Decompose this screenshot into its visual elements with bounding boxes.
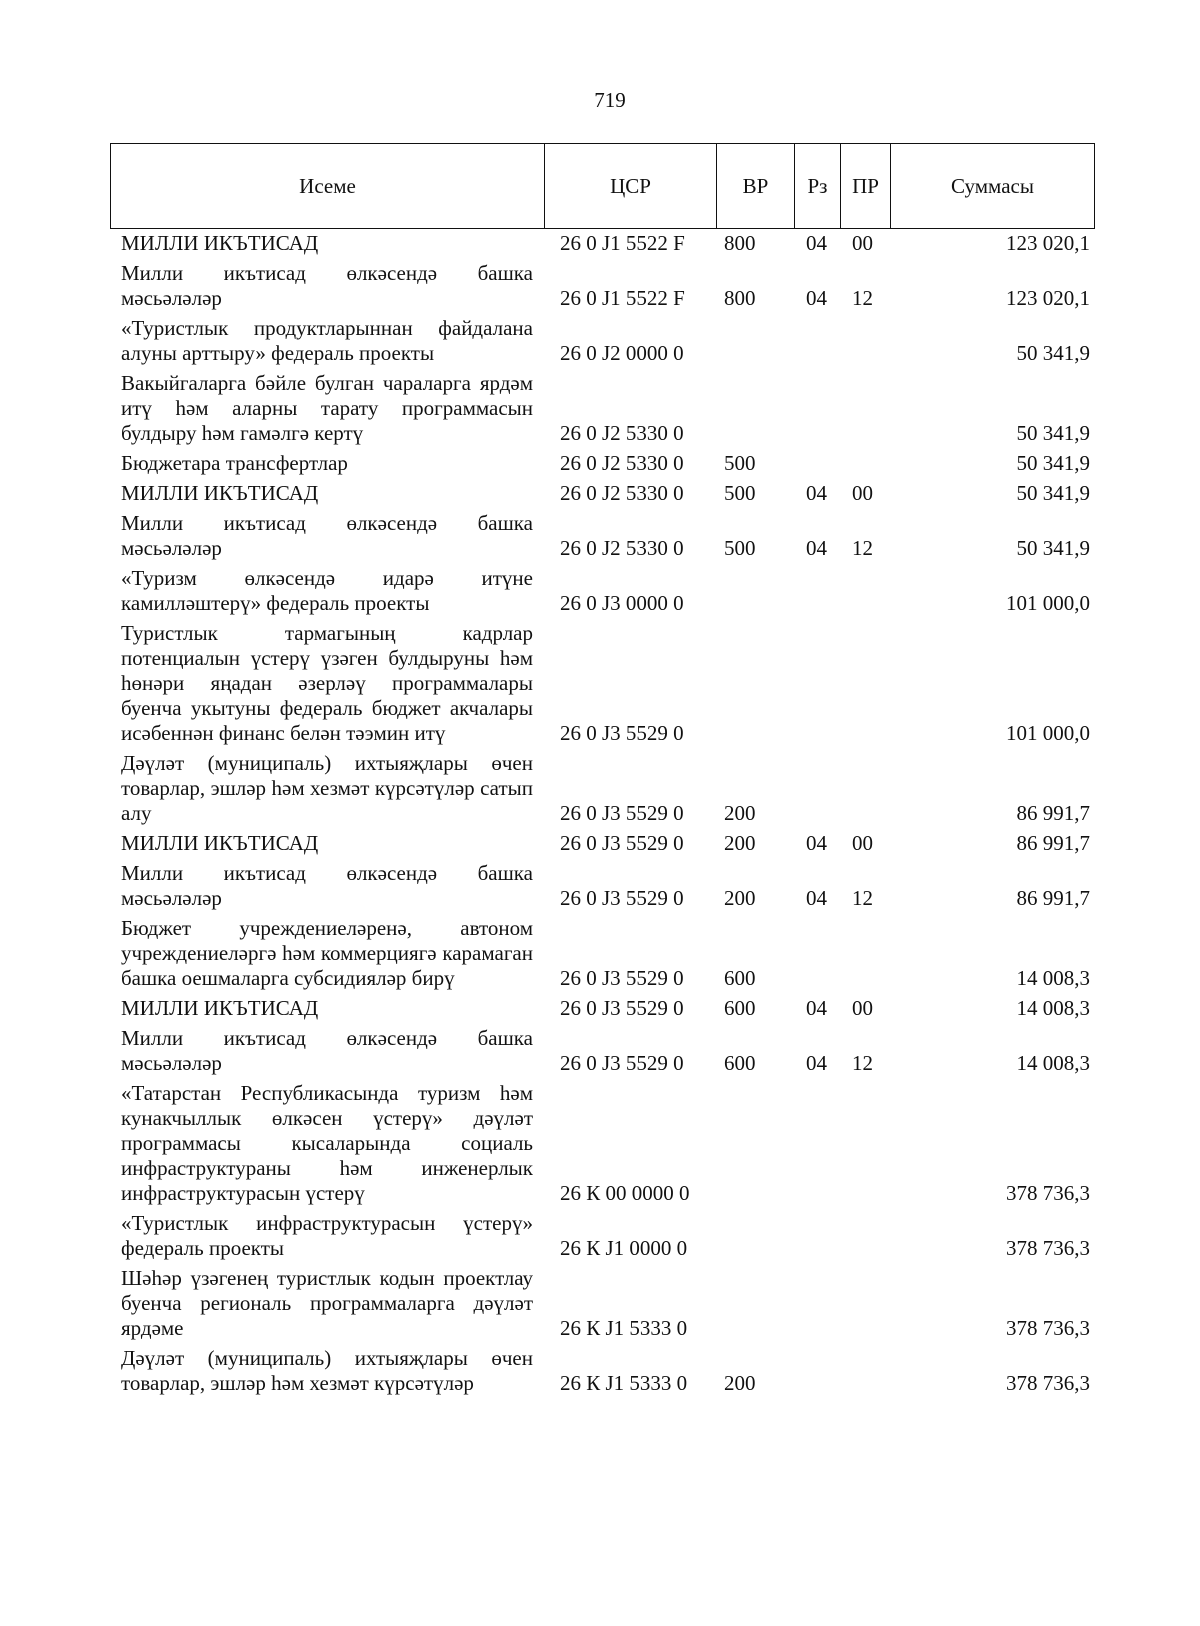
cell-rz [794, 369, 840, 449]
cell-pr [840, 619, 890, 749]
cell-name: Милли икътисад өлкәсендә башка мәсьәләләр [121, 511, 533, 560]
cell-pr [840, 1344, 890, 1399]
cell-csr: 26 0 J1 5522 F [560, 231, 685, 255]
cell-sum: 50 341,9 [1016, 451, 1090, 475]
cell-name: МИЛЛИ ИКЪТИСАД [121, 831, 319, 855]
cell-pr: 00 [852, 831, 873, 855]
cell-vr: 500 [724, 536, 756, 560]
header-name: Исеме [111, 144, 545, 229]
cell-csr: 26 0 J3 5529 0 [560, 966, 684, 990]
cell-rz [794, 1344, 840, 1399]
cell-name: Дәүләт (муниципаль) ихтыяҗлары өчен товарлар, эшләр һәм хезмәт күрсәтүләр [121, 1346, 533, 1395]
cell-rz [794, 749, 840, 829]
cell-sum: 378 736,3 [1006, 1236, 1090, 1260]
table-row [110, 449, 1094, 479]
table-row [110, 1024, 1094, 1079]
table-row [110, 1209, 1094, 1264]
cell-name: «Туризм өлкәсендә идарә итүне камилләштерү» федераль проекты [121, 566, 533, 615]
table-row [110, 1344, 1094, 1399]
cell-sum: 50 341,9 [1016, 481, 1090, 505]
table-row [110, 1079, 1094, 1209]
cell-rz [794, 449, 840, 479]
cell-rz [794, 1264, 840, 1344]
cell-sum: 378 736,3 [1006, 1316, 1090, 1340]
cell-rz: 04 [806, 886, 827, 910]
table-row [110, 914, 1094, 994]
table-row [110, 564, 1094, 619]
cell-sum: 378 736,3 [1006, 1181, 1090, 1205]
cell-sum: 50 341,9 [1016, 536, 1090, 560]
table-row [110, 1264, 1094, 1344]
table-row [110, 994, 1094, 1024]
cell-sum: 86 991,7 [1016, 801, 1090, 825]
cell-vr: 500 [724, 481, 756, 505]
cell-rz [794, 564, 840, 619]
cell-sum: 378 736,3 [1006, 1371, 1090, 1395]
cell-name: МИЛЛИ ИКЪТИСАД [121, 481, 319, 505]
cell-vr [716, 1264, 794, 1344]
table-row [110, 314, 1094, 369]
cell-pr: 12 [852, 286, 873, 310]
cell-sum: 14 008,3 [1016, 966, 1090, 990]
cell-csr: 26 К J1 5333 0 [560, 1371, 688, 1395]
cell-vr [716, 369, 794, 449]
cell-rz [794, 619, 840, 749]
cell-csr: 26 К J1 5333 0 [560, 1316, 688, 1340]
cell-rz: 04 [806, 996, 827, 1020]
cell-pr [840, 914, 890, 994]
cell-vr: 800 [724, 286, 756, 310]
table-row [110, 509, 1094, 564]
cell-name: Бюджетара трансфертлар [121, 451, 348, 475]
cell-pr [840, 749, 890, 829]
cell-csr: 26 0 J2 5330 0 [560, 451, 684, 475]
cell-pr [840, 369, 890, 449]
cell-name: МИЛЛИ ИКЪТИСАД [121, 231, 319, 255]
cell-pr: 00 [852, 996, 873, 1020]
cell-name: Милли икътисад өлкәсендә башка мәсьәләләр [121, 861, 533, 910]
cell-vr [716, 1209, 794, 1264]
cell-csr: 26 0 J3 5529 0 [560, 801, 684, 825]
header-rz: Рз [795, 144, 841, 229]
table-row [110, 259, 1094, 314]
cell-rz [794, 314, 840, 369]
cell-pr: 00 [852, 481, 873, 505]
cell-name: «Татарстан Республикасында туризм һәм кунакчыллык өлкәсен үстерү» дәүләт программасы кысаларында социаль инфраструктураны һәм инженерлык инфраструктурасын үстерү [121, 1081, 533, 1205]
cell-pr [840, 1264, 890, 1344]
header-csr: ЦСР [545, 144, 717, 229]
cell-pr: 12 [852, 536, 873, 560]
cell-csr: 26 0 J2 5330 0 [560, 536, 684, 560]
cell-vr: 800 [724, 231, 756, 255]
cell-name: Шәһәр үзәгенең туристлык кодын проектлау буенча региональ программаларга дәүләт ярдәме [121, 1266, 533, 1340]
cell-vr [716, 619, 794, 749]
cell-vr: 200 [724, 831, 756, 855]
cell-sum: 123 020,1 [1006, 286, 1090, 310]
cell-vr: 600 [724, 966, 756, 990]
cell-vr: 200 [724, 1371, 756, 1395]
cell-name: «Туристлык инфраструктурасын үстерү» федераль проекты [121, 1211, 533, 1260]
cell-csr: 26 0 J3 5529 0 [560, 831, 684, 855]
cell-pr: 12 [852, 886, 873, 910]
cell-sum: 86 991,7 [1016, 831, 1090, 855]
table-row [110, 619, 1094, 749]
cell-csr: 26 0 J3 0000 0 [560, 591, 684, 615]
table-row [110, 749, 1094, 829]
cell-sum: 101 000,0 [1006, 721, 1090, 745]
cell-name: Вакыйгаларга бәйле булган чараларга ярдәм итү һәм аларны тарату программасын булдыру һәм гамәлгә кертү [121, 371, 533, 445]
cell-rz: 04 [806, 481, 827, 505]
cell-pr [840, 314, 890, 369]
cell-vr: 200 [724, 801, 756, 825]
cell-vr [716, 1079, 794, 1209]
table-row [110, 479, 1094, 509]
cell-vr: 600 [724, 996, 756, 1020]
cell-csr: 26 0 J3 5529 0 [560, 996, 684, 1020]
cell-pr [840, 1079, 890, 1209]
page-number: 719 [594, 88, 626, 112]
cell-csr: 26 0 J3 5529 0 [560, 1051, 684, 1075]
cell-rz [794, 1079, 840, 1209]
table-row [110, 229, 1094, 259]
cell-name: МИЛЛИ ИКЪТИСАД [121, 996, 319, 1020]
cell-rz [794, 914, 840, 994]
cell-pr [840, 564, 890, 619]
cell-vr: 500 [724, 451, 756, 475]
cell-pr [840, 449, 890, 479]
cell-name: «Туристлык продуктларыннан файдалана алуны арттыру» федераль проекты [121, 316, 533, 365]
cell-csr: 26 0 J1 5522 F [560, 286, 685, 310]
cell-name: Милли икътисад өлкәсендә башка мәсьәләләр [121, 1026, 533, 1075]
cell-sum: 86 991,7 [1016, 886, 1090, 910]
table-row [110, 859, 1094, 914]
cell-csr: 26 0 J2 0000 0 [560, 341, 684, 365]
cell-rz [794, 1209, 840, 1264]
cell-rz: 04 [806, 1051, 827, 1075]
cell-pr [840, 1209, 890, 1264]
cell-pr: 00 [852, 231, 873, 255]
cell-sum: 50 341,9 [1016, 421, 1090, 445]
cell-vr: 200 [724, 886, 756, 910]
cell-name: Туристлык тармагының кадрлар потенциалын үстерү үзәген булдыруны һәм һөнәри яңадан әзерләү программалары буенча укытуны федераль бюджет акчалары исәбеннән финанс белән тәэмин итү [121, 621, 533, 745]
cell-csr: 26 0 J3 5529 0 [560, 721, 684, 745]
cell-vr [716, 564, 794, 619]
cell-rz: 04 [806, 231, 827, 255]
cell-sum: 123 020,1 [1006, 231, 1090, 255]
header-vr: ВР [717, 144, 795, 229]
cell-vr: 600 [724, 1051, 756, 1075]
header-pr: ПР [841, 144, 891, 229]
table-row [110, 829, 1094, 859]
cell-csr: 26 0 J3 5529 0 [560, 886, 684, 910]
cell-pr: 12 [852, 1051, 873, 1075]
cell-csr: 26 0 J2 5330 0 [560, 481, 684, 505]
budget-table [110, 229, 1094, 1399]
cell-rz: 04 [806, 536, 827, 560]
cell-sum: 50 341,9 [1016, 341, 1090, 365]
cell-name: Дәүләт (муниципаль) ихтыяҗлары өчен товарлар, эшләр һәм хезмәт күрсәтүләр сатып алу [121, 751, 533, 825]
header-sum: Суммасы [891, 144, 1095, 229]
cell-csr: 26 0 J2 5330 0 [560, 421, 684, 445]
table-row [110, 369, 1094, 449]
cell-sum: 101 000,0 [1006, 591, 1090, 615]
table-header [110, 143, 1095, 229]
cell-sum: 14 008,3 [1016, 996, 1090, 1020]
cell-vr [716, 314, 794, 369]
cell-rz: 04 [806, 831, 827, 855]
cell-name: Милли икътисад өлкәсендә башка мәсьәләләр [121, 261, 533, 310]
cell-csr: 26 К J1 0000 0 [560, 1236, 688, 1260]
cell-rz: 04 [806, 286, 827, 310]
cell-name: Бюджет учреждениеләренә, автоном учреждениеләргә һәм коммерциягә карамаган башка оешмаларга субсидияләр бирү [121, 916, 533, 990]
cell-csr: 26 К 00 0000 0 [560, 1181, 690, 1205]
cell-sum: 14 008,3 [1016, 1051, 1090, 1075]
